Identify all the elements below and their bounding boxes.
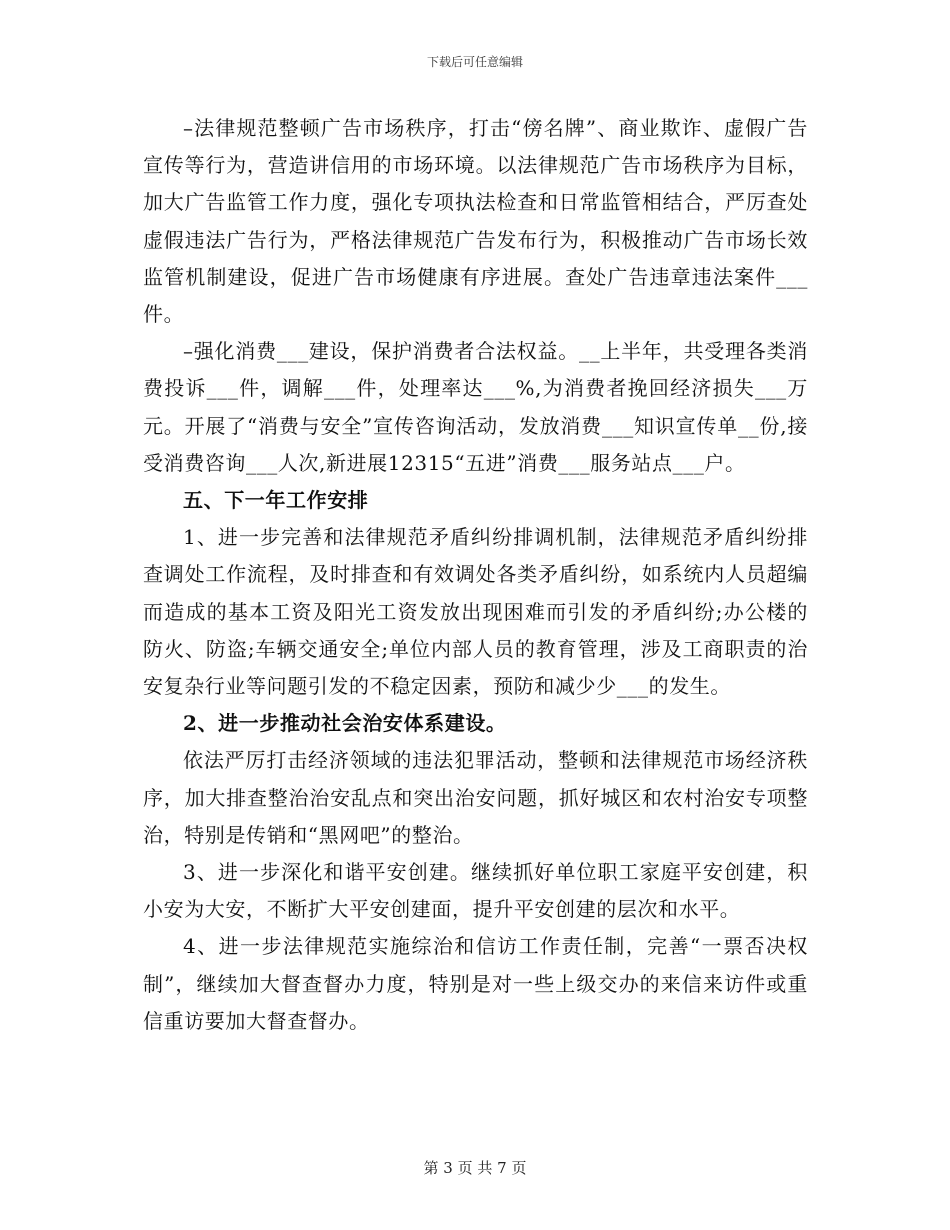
subheading-item-2: 2、进一步推动社会治安体系建设。	[183, 711, 507, 736]
document-body	[143, 110, 808, 1040]
section-heading-next-year: 五、下一年工作安排	[183, 488, 369, 513]
page-header: 下载后可任意编辑	[426, 55, 523, 69]
paragraph-item-1: 1、进一步完善和法律规范矛盾纠纷排调机制，法律规范矛盾纠纷排查调处工作流程，及时排查和有效调处各类矛盾纠纷，如系统内人员超编而造成的基本工资及阳光工资发放出现困难而引发的矛盾纠纷;办公楼的防火、防盗;车辆交通安全;单位内部人员的教育管理，涉及工商职责的治安复杂行业等问题引发的不稳定因素，预防和减少少___的发生。	[143, 525, 808, 699]
paragraph-item-4: 4、进一步法律规范实施综治和信访工作责任制，完善“一票否决权制”，继续加大督查督办力度，特别是对一些上级交办的来信来访件或重信重访要加大督查督办。	[143, 934, 808, 1033]
paragraph-item-2-body: 依法严厉打击经济领域的违法犯罪活动，整顿和法律规范市场经济秩序，加大排查整治治安乱点和突出治安问题，抓好城区和农村治安专项整治，特别是传销和“黑网吧”的整治。	[143, 748, 808, 847]
paragraph-advertising: –法律规范整顿广告市场秩序，打击“傍名牌”、商业欺诈、虚假广告宣传等行为，营造讲信用的市场环境。以法律规范广告市场秩序为目标，加大广告监管工作力度，强化专项执法检查和日常监管相结合，严厉查处虚假违法广告行为，严格法律规范广告发布行为，积极推动广告市场长效监管机制建设，促进广告市场健康有序进展。查处广告违章违法案件___件。	[143, 116, 808, 327]
paragraph-consumer-rights: –强化消费___建设，保护消费者合法权益。__上半年，共受理各类消费投诉___件，调解___件，处理率达___%,为消费者挽回经济损失___万元。开展了“消费与安全”宣传咨询活动，发放消费___知识宣传单__份,接受消费咨询___人次,新进展12315“五进”消费___服务站点___户。	[143, 339, 808, 475]
page-number: 第 3 页 共 7 页	[423, 1159, 527, 1177]
paragraph-item-3: 3、进一步深化和谐平安创建。继续抓好单位职工家庭平安创建，积小安为大安，不断扩大平安创建面，提升平安创建的层次和水平。	[143, 860, 808, 922]
